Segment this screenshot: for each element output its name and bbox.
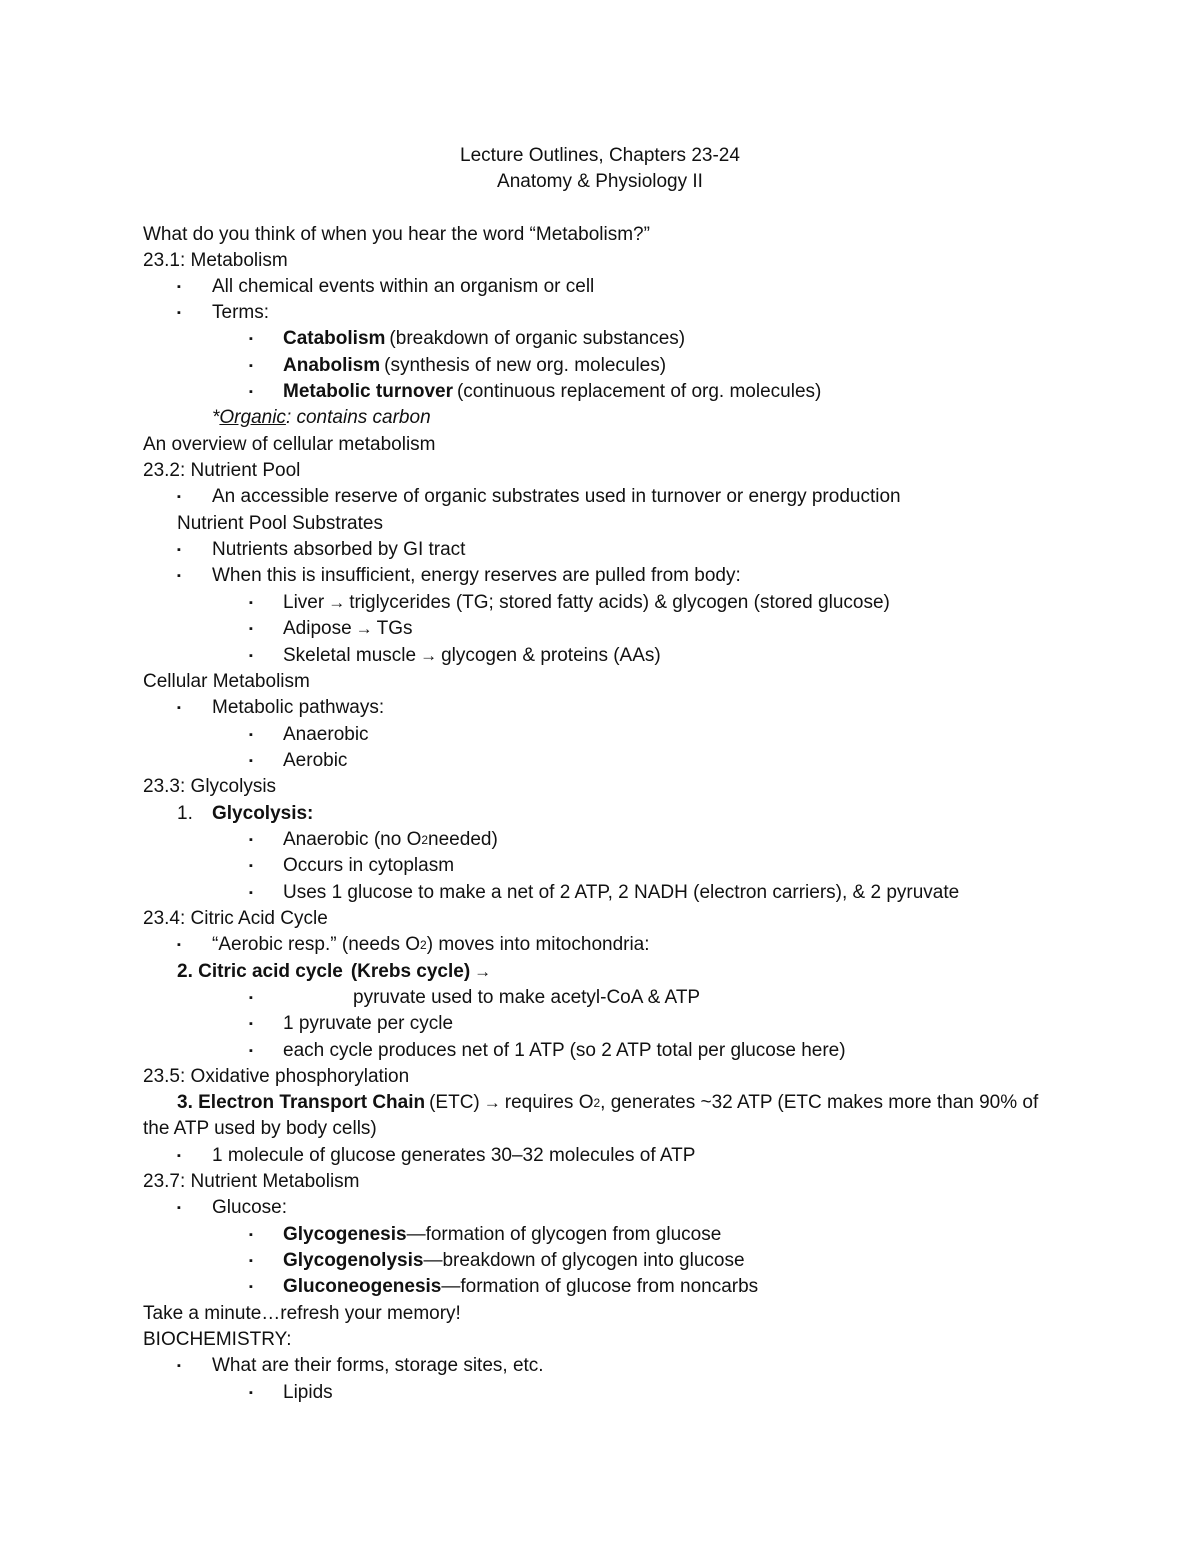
list-item-text: Skeletal muscle [283, 645, 417, 666]
list-item-text: Anaerobic [283, 724, 369, 745]
bullet-icon: ▪ [249, 623, 253, 635]
list-item [283, 1380, 333, 1406]
section-heading-23-5 [143, 1064, 409, 1090]
arrow-right-icon: → [355, 619, 373, 638]
step-citric-acid-cycle [177, 959, 495, 985]
list-item-text: Lipids [283, 1382, 333, 1403]
bullet-icon: ▪ [249, 729, 253, 741]
term-description: (synthesis of new org. molecules) [384, 355, 667, 376]
term-description: —formation of glucose from noncarbs [441, 1276, 759, 1297]
bullet-icon: ▪ [249, 834, 253, 846]
list-item [212, 537, 465, 563]
list-item-text: An accessible reserve of organic substrates used in turnover or energy production [212, 486, 901, 507]
list-item-text: Uses 1 glucose to make a net of 2 ATP, 2 NADH (electron carriers), & 2 pyruvate [283, 882, 960, 903]
bullet-icon: ▪ [177, 939, 181, 951]
page-title [0, 143, 1200, 169]
list-item [283, 1011, 453, 1037]
numbered-item-glycolysis [177, 801, 313, 827]
step-text: , generates ~32 ATP (ETC makes more than 90% of [600, 1092, 1039, 1113]
list-item-gluconeogenesis [283, 1274, 758, 1300]
bullet-icon: ▪ [249, 1281, 253, 1293]
list-item-turnover [283, 379, 821, 405]
term-description: (continuous replacement of org. molecules) [456, 381, 822, 402]
bullet-icon: ▪ [249, 597, 253, 609]
section-heading-23-2 [143, 458, 300, 484]
list-item [283, 853, 454, 879]
biochemistry-heading [143, 1327, 292, 1353]
section-heading-23-7 [143, 1169, 360, 1195]
bullet-icon: ▪ [177, 570, 181, 582]
list-item-text: pyruvate used to make acetyl-CoA & ATP [353, 987, 701, 1008]
list-item-text: Aerobic [283, 750, 348, 771]
step-electron-transport-chain: 3. Electron Transport Chain (ETC) → requires O 2 , generates ~32 ATP (ETC makes more than 90% of [177, 1090, 1038, 1116]
section-heading-cellular [143, 669, 310, 695]
step-continuation [143, 1116, 377, 1142]
section-heading-text: 23.4: Citric Acid Cycle [143, 908, 328, 929]
list-item-text: Anaerobic (no O [283, 829, 422, 850]
list-item [283, 1038, 846, 1064]
list-item-text: Nutrients absorbed by GI tract [212, 539, 466, 560]
list-item [212, 563, 741, 589]
list-item-anabolism [283, 353, 666, 379]
list-item [212, 274, 594, 300]
list-item-text: ) moves into mitochondria: [426, 934, 650, 955]
section-heading-text: 23.7: Nutrient Metabolism [143, 1171, 360, 1192]
closing-line [143, 1301, 461, 1327]
bullet-icon: ▪ [249, 860, 253, 872]
section-heading-23-4 [143, 906, 328, 932]
term-text: Glycogenesis [283, 1224, 407, 1245]
bullet-icon: ▪ [249, 650, 253, 662]
list-item-text: glycogen & proteins (AAs) [441, 645, 661, 666]
list-item-text: All chemical events within an organism or cell [212, 276, 595, 297]
list-item-muscle [283, 643, 661, 669]
list-item-text: Liver [283, 592, 325, 613]
list-item [212, 484, 901, 510]
section-heading-text: 23.5: Oxidative phosphorylation [143, 1066, 410, 1087]
bullet-icon: ▪ [177, 544, 181, 556]
list-item-text: Glucose: [212, 1197, 287, 1218]
bullet-icon: ▪ [177, 1150, 181, 1162]
section-heading-text: 23.3: Glycolysis [143, 776, 277, 797]
list-item-glycogenesis [283, 1222, 721, 1248]
bullet-icon: ▪ [249, 992, 253, 1004]
list-item [283, 880, 959, 906]
section-heading-text: 23.1: Metabolism [143, 250, 288, 271]
term-text: Glycogenolysis [283, 1250, 424, 1271]
term-description: (breakdown of organic substances) [389, 328, 686, 349]
list-item-text: triglycerides (TG; stored fatty acids) & glycogen (stored glucose) [349, 592, 890, 613]
item-number: 1. [177, 803, 193, 824]
bullet-icon: ▪ [249, 887, 253, 899]
list-item-text: 1 molecule of glucose generates 30–32 molecules of ATP [212, 1145, 696, 1166]
list-item [212, 1353, 544, 1379]
list-item-text: TGs [376, 618, 413, 639]
bullet-icon: ▪ [249, 360, 253, 372]
bullet-icon: ▪ [249, 755, 253, 767]
list-item [212, 300, 269, 326]
section-heading-text: 23.2: Nutrient Pool [143, 460, 301, 481]
closing-text: BIOCHEMISTRY: [143, 1329, 292, 1350]
bullet-icon: ▪ [177, 281, 181, 293]
list-item-text: each cycle produces net of 1 ATP (so 2 ATP total per glucose here) [283, 1040, 846, 1061]
term-description: —formation of glycogen from glucose [406, 1224, 722, 1245]
bullet-icon: ▪ [177, 491, 181, 503]
bullet-icon: ▪ [249, 1387, 253, 1399]
section-heading-23-3 [143, 774, 276, 800]
term-text: Metabolic turnover [283, 381, 453, 402]
list-item-text: Adipose [283, 618, 352, 639]
term-text: Glycolysis: [212, 803, 314, 824]
list-item-catabolism [283, 326, 685, 352]
list-item-text: Terms: [212, 302, 269, 323]
organic-note [212, 405, 431, 431]
intro-question-text: What do you think of when you hear the word “Metabolism?” [143, 224, 650, 245]
list-item-text: Metabolic pathways: [212, 697, 385, 718]
step-text: requires O [504, 1092, 594, 1113]
note-star: * [212, 407, 220, 428]
bullet-icon: ▪ [249, 1229, 253, 1241]
overview-heading [143, 432, 436, 458]
list-item [283, 722, 369, 748]
bullet-icon: ▪ [177, 1360, 181, 1372]
bullet-icon: ▪ [249, 1045, 253, 1057]
title-text: Lecture Outlines, Chapters 23-24 [460, 145, 740, 166]
bullet-icon: ▪ [249, 333, 253, 345]
list-item: Anaerobic (no O 2 needed) [283, 827, 498, 853]
bullet-icon: ▪ [177, 1202, 181, 1214]
list-item-text: Occurs in cytoplasm [283, 855, 455, 876]
list-item-text: What are their forms, storage sites, etc. [212, 1355, 544, 1376]
list-item-adipose [283, 616, 413, 642]
bullet-icon: ▪ [177, 307, 181, 319]
overview-text: An overview of cellular metabolism [143, 434, 436, 455]
list-item [283, 748, 347, 774]
subheading-text: Nutrient Pool Substrates [177, 513, 383, 534]
step-text: (ETC) [429, 1092, 480, 1113]
arrow-right-icon: → [483, 1093, 501, 1112]
note-rest: : contains carbon [285, 407, 431, 428]
list-item: “Aerobic resp.” (needs O 2 ) moves into mitochondria: [212, 932, 650, 958]
arrow-right-icon: → [328, 593, 346, 612]
list-item-text: 1 pyruvate per cycle [283, 1013, 454, 1034]
section-heading-23-1 [143, 248, 288, 274]
list-item-text: When this is insufficient, energy reserves are pulled from body: [212, 565, 741, 586]
bullet-icon: ▪ [249, 386, 253, 398]
bullet-icon: ▪ [249, 1018, 253, 1030]
term-text: Anabolism [283, 355, 381, 376]
list-item [212, 1143, 695, 1169]
arrow-right-icon: → [420, 646, 438, 665]
step-title: 2. Citric acid cycle [177, 961, 343, 982]
bullet-icon: ▪ [177, 702, 181, 714]
list-item-liver [283, 590, 890, 616]
bullet-icon: ▪ [249, 1255, 253, 1267]
list-item [353, 985, 700, 1011]
arrow-right-icon: → [474, 962, 492, 981]
list-item [212, 1195, 287, 1221]
list-item-glycogenolysis [283, 1248, 745, 1274]
term-description: —breakdown of glycogen into glucose [423, 1250, 745, 1271]
closing-text: Take a minute…refresh your memory! [143, 1303, 461, 1324]
page-subtitle [0, 169, 1200, 195]
list-item-text: “Aerobic resp.” (needs O [212, 934, 421, 955]
note-term: Organic [219, 407, 286, 428]
list-item [212, 695, 384, 721]
list-item-text: needed) [428, 829, 498, 850]
step-title: 3. Electron Transport Chain [177, 1092, 426, 1113]
section-heading-text: Cellular Metabolism [143, 671, 310, 692]
intro-question [143, 222, 650, 248]
step-text: the ATP used by body cells) [143, 1118, 377, 1139]
step-subtitle: (Krebs cycle) [350, 961, 471, 982]
subheading-nutrient-pool-substrates [177, 511, 383, 537]
subtitle-text: Anatomy & Physiology II [497, 171, 703, 192]
term-text: Catabolism [283, 328, 386, 349]
term-text: Gluconeogenesis [283, 1276, 442, 1297]
